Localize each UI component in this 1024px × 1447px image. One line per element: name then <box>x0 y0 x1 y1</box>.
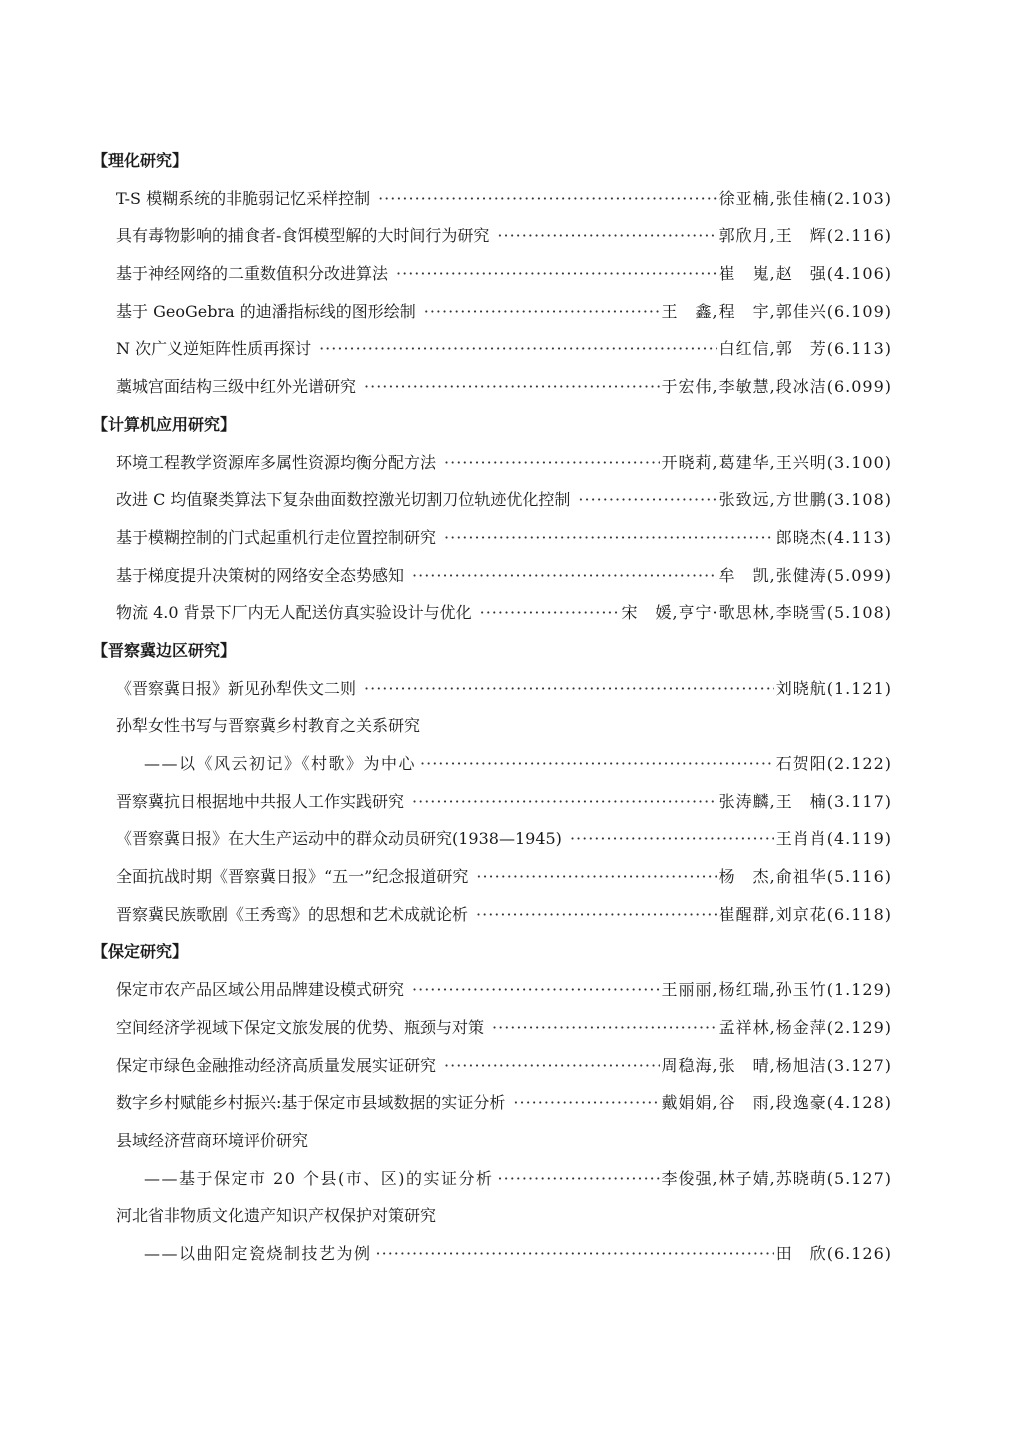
dot-leader <box>513 1084 659 1122</box>
entry-title: 改进 C 均值聚类算法下复杂曲面数控激光切割刀位轨迹优化控制 <box>116 490 571 510</box>
dot-leader <box>378 180 717 218</box>
dot-leader <box>492 1009 717 1047</box>
toc-entry <box>92 557 892 595</box>
entry-authors: 于宏伟,李敏慧,段冰洁(6.099) <box>661 377 892 397</box>
entry-authors: 白红信,郭 芳(6.113) <box>718 339 892 359</box>
entry-title: 基于神经网络的二重数值积分改进算法 <box>116 264 389 284</box>
toc-entry <box>92 1160 892 1198</box>
dot-leader <box>364 368 660 406</box>
entry-title: T-S 模糊系统的非脆弱记忆采样控制 <box>116 188 371 208</box>
entry-authors: 牟 凯,张健涛(5.099) <box>718 565 892 585</box>
entry-authors: 宋 媛,亨宁·歌思林,李晓雪(5.108) <box>621 603 892 623</box>
entry-authors: 王丽丽,杨红瑞,孙玉竹(1.129) <box>661 980 892 1000</box>
dot-leader <box>412 557 717 595</box>
entry-title: 藁城宫面结构三级中红外光谱研究 <box>116 377 357 397</box>
entry-title: 晋察冀抗日根据地中共报人工作实践研究 <box>116 791 405 811</box>
entry-title: 《晋察冀日报》在大生产运动中的群众动员研究(1938—1945) <box>116 829 562 849</box>
entry-subtitle: ——以曲阳定瓷烧制技艺为例 <box>144 1243 372 1263</box>
dot-leader <box>570 820 774 858</box>
entry-authors: 周稳海,张 晴,杨旭洁(3.127) <box>661 1055 892 1075</box>
entry-authors: 戴娟娟,谷 雨,段逸豪(4.128) <box>661 1093 892 1113</box>
entry-authors: 杨 杰,俞祖华(5.116) <box>718 867 892 887</box>
section-heading: 【晋察冀边区研究】 <box>92 640 237 660</box>
entry-authors: 崔 嵬,赵 强(4.106) <box>718 264 892 284</box>
entry-authors: 孟祥林,杨金萍(2.129) <box>718 1017 892 1037</box>
entry-title: 县域经济营商环境评价研究 <box>116 1130 309 1150</box>
toc-entry-title-line <box>92 707 892 745</box>
toc-entry <box>92 896 892 934</box>
dot-leader <box>412 783 717 821</box>
toc-entry-title-line <box>92 1122 892 1160</box>
entry-title: 全面抗战时期《晋察冀日报》“五一”纪念报道研究 <box>116 867 469 887</box>
entry-authors: 石贺阳(2.122) <box>775 754 892 773</box>
entry-title: 河北省非物质文化遗产知识产权保护对策研究 <box>116 1206 437 1226</box>
entry-authors: 徐亚楠,张佳楠(2.103) <box>718 188 892 208</box>
entry-subtitle: ——基于保定市 20 个县(市、区)的实证分析 <box>144 1168 494 1188</box>
toc-entry <box>92 971 892 1009</box>
toc-entry <box>92 670 892 708</box>
toc-entry <box>92 1084 892 1122</box>
entry-title: 基于梯度提升决策树的网络安全态势感知 <box>116 565 405 585</box>
dot-leader <box>444 519 774 557</box>
toc-entry <box>92 368 892 406</box>
entry-title: 《晋察冀日报》新见孙犁佚文二则 <box>116 678 357 698</box>
toc-entry <box>92 1235 892 1273</box>
dot-leader <box>498 1160 660 1198</box>
entry-title: 晋察冀民族歌剧《王秀鸾》的思想和艺术成就论析 <box>116 904 469 924</box>
toc-entry-title-line <box>92 1197 892 1235</box>
entry-title: 基于模糊控制的门式起重机行走位置控制研究 <box>116 527 437 547</box>
toc-entry <box>92 481 892 519</box>
table-of-contents <box>92 142 892 1273</box>
toc-entry <box>92 444 892 482</box>
entry-authors: 郎晓杰(4.113) <box>775 527 892 547</box>
entry-authors: 开晓莉,葛建华,王兴明(3.100) <box>661 452 892 472</box>
entry-title: 空间经济学视域下保定文旅发展的优势、瓶颈与对策 <box>116 1017 485 1037</box>
dot-leader <box>444 444 660 482</box>
toc-entry <box>92 330 892 368</box>
dot-leader <box>480 594 620 632</box>
toc-entry <box>92 783 892 821</box>
toc-entry <box>92 745 892 783</box>
dot-leader <box>497 217 716 255</box>
entry-authors: 田 欣(6.126) <box>775 1243 892 1263</box>
entry-title: 孙犁女性书写与晋察冀乡村教育之关系研究 <box>116 716 421 736</box>
section-heading: 【计算机应用研究】 <box>92 414 237 434</box>
entry-authors: 崔醒群,刘京花(6.118) <box>718 904 892 924</box>
entry-authors: 王肖肖(4.119) <box>775 829 892 849</box>
toc-entry <box>92 858 892 896</box>
toc-entry <box>92 594 892 632</box>
entry-authors: 李俊强,林子婧,苏晓萌(5.127) <box>661 1168 892 1188</box>
toc-entry <box>92 820 892 858</box>
entry-subtitle: ——以《风云初记》《村歌》为中心 <box>144 754 417 773</box>
section-heading: 【理化研究】 <box>92 151 189 170</box>
toc-entry <box>92 255 892 293</box>
toc-entry <box>92 217 892 255</box>
entry-authors: 郭欣月,王 辉(2.116) <box>718 226 892 246</box>
entry-authors: 张涛麟,王 楠(3.117) <box>718 791 892 811</box>
dot-leader <box>319 330 717 368</box>
entry-title: 环境工程教学资源库多属性资源均衡分配方法 <box>116 452 437 472</box>
dot-leader <box>444 1047 660 1085</box>
entry-title: 保定市绿色金融推动经济高质量发展实证研究 <box>116 1055 437 1075</box>
toc-entry <box>92 519 892 557</box>
entry-title: 基于 GeoGebra 的迪潘指标线的图形绘制 <box>116 301 416 321</box>
dot-leader <box>578 481 716 519</box>
toc-entry <box>92 293 892 331</box>
dot-leader <box>420 745 774 783</box>
entry-title: 物流 4.0 背景下厂内无人配送仿真实验设计与优化 <box>116 603 472 623</box>
dot-leader <box>412 971 660 1009</box>
dot-leader <box>424 293 660 331</box>
section-heading: 【保定研究】 <box>92 942 189 962</box>
entry-title: 数字乡村赋能乡村振兴:基于保定市县域数据的实证分析 <box>116 1093 506 1113</box>
entry-authors: 王 鑫,程 宇,郭佳兴(6.109) <box>661 301 892 321</box>
entry-authors: 张致远,方世鹏(3.108) <box>718 490 892 510</box>
toc-entry <box>92 1009 892 1047</box>
dot-leader <box>364 670 774 708</box>
dot-leader <box>396 255 717 293</box>
toc-entry <box>92 180 892 218</box>
entry-title: 保定市农产品区域公用品牌建设模式研究 <box>116 980 405 1000</box>
toc-entry <box>92 1047 892 1085</box>
dot-leader <box>476 896 717 934</box>
entry-authors: 刘晓航(1.121) <box>775 678 892 698</box>
entry-title: N 次广义逆矩阵性质再探讨 <box>116 339 312 359</box>
entry-title: 具有毒物影响的捕食者-食饵模型解的大时间行为研究 <box>116 226 490 246</box>
dot-leader <box>476 858 716 896</box>
dot-leader <box>376 1235 774 1273</box>
